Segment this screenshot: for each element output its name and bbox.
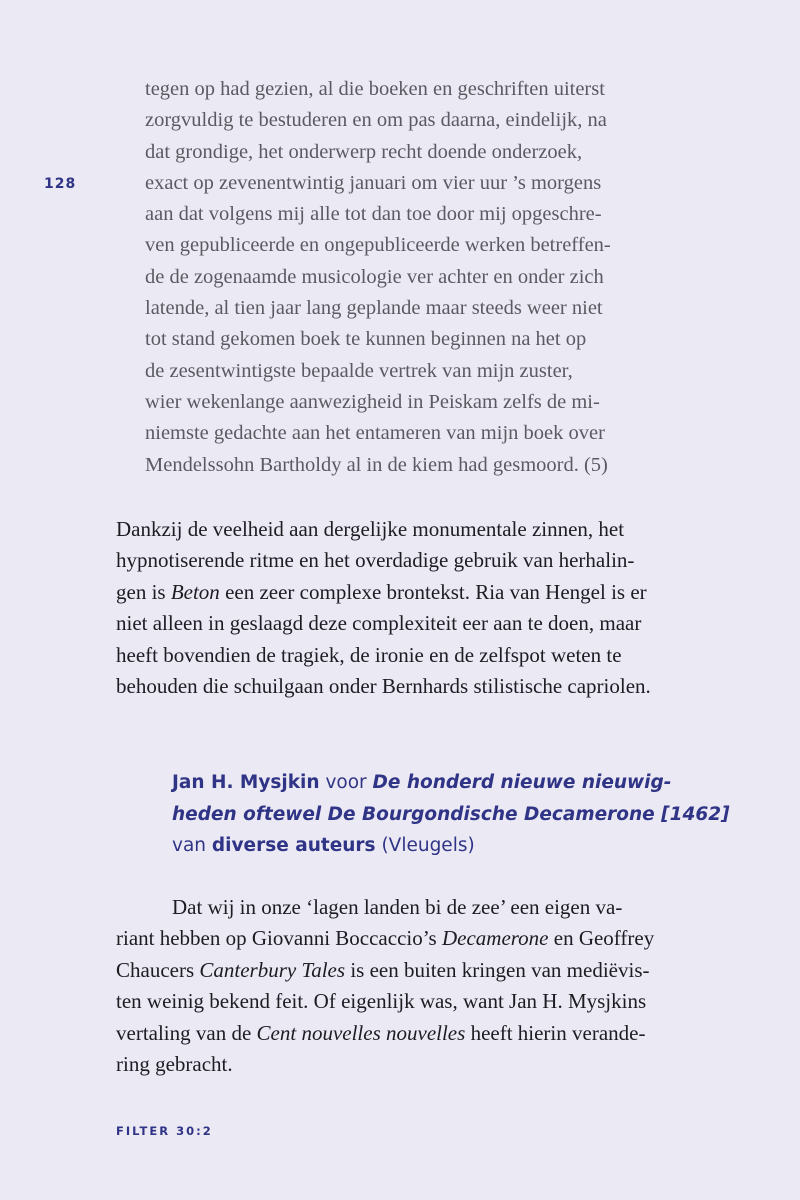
publisher: (Vleugels): [375, 835, 475, 856]
book-title: De honderd nieuwe nieuwig-: [372, 772, 672, 793]
quote-line: tegen op had gezien, al die boeken en geschriften uiterst: [145, 78, 605, 100]
quote-line: Mendelssohn Bartholdy al in de kiem had gesmoord. (5): [145, 453, 608, 476]
quote-line: de de zogenaamde musicologie ver achter en onder zich: [145, 265, 604, 288]
paragraph-decamerone: [116, 892, 716, 1080]
running-footer: FILTER 30:2: [116, 1124, 213, 1138]
paragraph-line: niet alleen in geslaagd deze complexiteit eer aan te doen, maar: [116, 611, 642, 636]
paragraph-line: ring gebracht.: [116, 1052, 233, 1077]
quote-line: niemste gedachte aan het entameren van mijn boek over: [145, 422, 605, 445]
paragraph-line: vertaling van de Cent nouvelles nouvelles heeft hierin verande-: [116, 1020, 646, 1045]
paragraph-line: Chaucers Canterbury Tales is een buiten kringen van mediëvis-: [116, 957, 650, 982]
page-number: 128: [44, 176, 77, 192]
quote-line: aan dat volgens mij alle tot dan toe door mij opgeschre-: [145, 203, 602, 226]
quote-line: zorgvuldig te bestuderen en om pas daarna, eindelijk, na: [145, 109, 607, 132]
paragraph-line: behouden die schuilgaan onder Bernhards stilistische capriolen.: [116, 674, 651, 699]
quote-line: dat grondige, het onderwerp recht doende onderzoek,: [145, 140, 583, 163]
quote-line: exact op zevenentwintig januari om vier uur ’s morgens: [145, 171, 602, 194]
paragraph-line: riant hebben op Giovanni Boccaccio’s Decamerone en Geoffrey: [116, 926, 655, 951]
block-quote: [145, 74, 685, 481]
authors: diverse auteurs: [211, 835, 376, 856]
paragraph-beton: [116, 514, 716, 702]
quote-line: ven gepubliceerde en ongepubliceerde werken betreffen-: [145, 234, 611, 257]
paragraph-line: hypnotiserende ritme en het overdadige gebruik van herhalin-: [116, 548, 635, 573]
quote-line: tot stand gekomen boek te kunnen beginnen na het op: [145, 328, 587, 351]
award-heading: Jan H. Mysjkin voor De honderd nieuwe nieuwig- heden oftewel De Bourgondische Decamerone [1462] van diverse auteurs (Vleugels): [172, 767, 732, 862]
quote-line: latende, al tien jaar lang geplande maar steeds weer niet: [145, 297, 603, 320]
book-title-beton: Beton: [170, 579, 220, 604]
translator-name: Jan H. Mysjkin: [172, 772, 320, 793]
quote-line: de zesentwintigste bepaalde vertrek van mijn zuster,: [145, 359, 573, 382]
paragraph-line: heeft bovendien de tragiek, de ironie en de zelfspot weten te: [116, 642, 622, 667]
paragraph-line: gen is Beton een zeer complexe brontekst. Ria van Hengel is er: [116, 579, 647, 604]
quote-line: wier wekenlange aanwezigheid in Peiskam zelfs de mi-: [145, 390, 600, 413]
book-title-continued: heden oftewel De Bourgondische Decamerone [1462]: [172, 803, 730, 825]
paragraph-line: Dankzij de veelheid aan dergelijke monumentale zinnen, het: [116, 517, 625, 541]
paragraph-line: ten weinig bekend feit. Of eigenlijk was, want Jan H. Mysjkins: [116, 989, 647, 1014]
paragraph-line: Dat wij in onze ‘lagen landen bi de zee’ een eigen va-: [172, 895, 623, 919]
